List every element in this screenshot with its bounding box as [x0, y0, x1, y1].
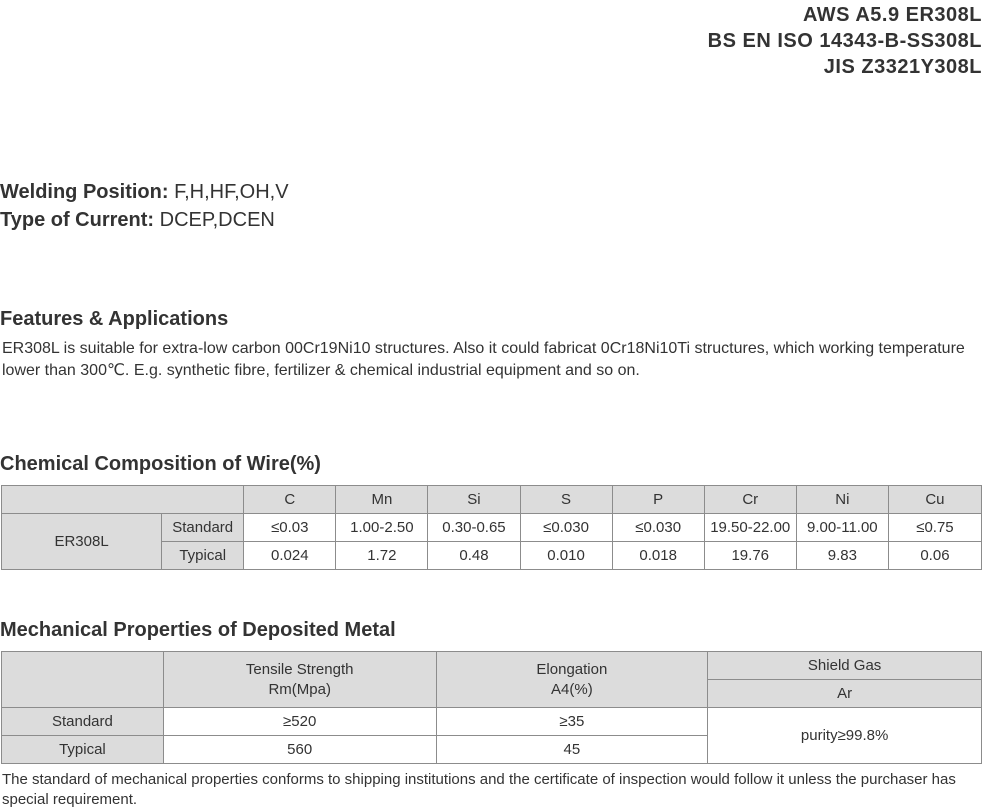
header-cell: S [520, 486, 612, 514]
standard-aws: AWS A5.9 ER308L [802, 4, 982, 26]
mechanical-properties-table [1, 651, 982, 764]
features-line-2: lower than 300℃. E.g. synthetic fibre, fertilizer & chemical industrial equipment and so on. [2, 362, 640, 379]
mechanical-corner-cell [2, 652, 164, 708]
standard-jis: JIS Z3321Y308L [823, 56, 982, 78]
welding-position-label: Welding Position: [0, 181, 169, 203]
standard-bs-en-iso: BS EN ISO 14343-B-SS308L [707, 30, 982, 52]
value-cell: ≤0.03 [244, 514, 336, 542]
chemical-corner-cell [2, 486, 244, 514]
row-label: Standard [2, 708, 164, 736]
value-cell: 0.024 [244, 542, 336, 570]
mechanical-standard-row [2, 708, 982, 736]
header-cell: Mn [336, 486, 428, 514]
value-cell: 19.50-22.00 [704, 514, 796, 542]
tensile-header [163, 652, 436, 708]
gas-type-cell: Ar [708, 680, 982, 708]
value-cell: ≤0.030 [520, 514, 612, 542]
row-label: Typical [162, 542, 244, 570]
value-cell: ≥520 [163, 708, 436, 736]
features-title: Features & Applications [0, 308, 229, 330]
mechanical-title: Mechanical Properties of Deposited Metal [0, 619, 396, 641]
value-cell: 9.83 [796, 542, 888, 570]
chemical-standard-row [2, 514, 982, 542]
value-cell: 0.30-0.65 [428, 514, 520, 542]
value-cell: 9.00-11.00 [796, 514, 888, 542]
chemical-header-row [2, 486, 982, 514]
header-cell: Cu [888, 486, 981, 514]
standards-block [708, 2, 982, 80]
chemical-title: Chemical Composition of Wire(%) [0, 453, 321, 475]
welding-info [0, 178, 289, 234]
header-cell: Si [428, 486, 520, 514]
value-cell: ≤0.75 [888, 514, 981, 542]
welding-position-value: F,H,HF,OH,V [174, 181, 289, 203]
value-cell: 1.72 [336, 542, 428, 570]
header-cell: P [612, 486, 704, 514]
value-cell: 0.06 [888, 542, 981, 570]
mechanical-header-row-1 [2, 652, 982, 680]
value-cell: 0.018 [612, 542, 704, 570]
value-cell: 45 [436, 736, 708, 764]
value-cell: 0.010 [520, 542, 612, 570]
header-cell: Ni [796, 486, 888, 514]
tensile-header-line-2: Rm(Mpa) [268, 680, 331, 698]
current-type-label: Type of Current: [0, 209, 155, 231]
header-cell: Cr [704, 486, 796, 514]
welding-position-row [0, 178, 289, 206]
row-label: Standard [162, 514, 244, 542]
current-type-row [0, 206, 289, 234]
elongation-header-line-1: Elongation [536, 660, 608, 678]
row-label: Typical [2, 736, 164, 764]
value-cell: 19.76 [704, 542, 796, 570]
value-cell: 1.00-2.50 [336, 514, 428, 542]
features-paragraph [2, 338, 1000, 382]
current-type-value: DCEP,DCEN [159, 209, 275, 231]
tensile-header-line-1: Tensile Strength [245, 660, 354, 678]
value-cell: ≤0.030 [612, 514, 704, 542]
value-cell: 0.48 [428, 542, 520, 570]
grade-cell: ER308L [2, 514, 162, 570]
value-cell: ≥35 [436, 708, 708, 736]
elongation-header-line-2: A4(%) [551, 680, 593, 698]
footnote: The standard of mechanical properties conforms to shipping institutions and the certificate of inspection would follow it unless the purchaser has special requirement. [2, 771, 956, 808]
features-line-1: ER308L is suitable for extra-low carbon 00Cr19Ni10 structures. Also it could fabricat 0Cr18Ni10Ti structures, which working temperature [2, 340, 965, 357]
purity-cell: purity≥99.8% [708, 708, 982, 764]
elongation-header [436, 652, 708, 708]
shield-gas-header: Shield Gas [708, 652, 982, 680]
value-cell: 560 [163, 736, 436, 764]
header-cell: C [244, 486, 336, 514]
chemical-composition-table [1, 485, 982, 570]
